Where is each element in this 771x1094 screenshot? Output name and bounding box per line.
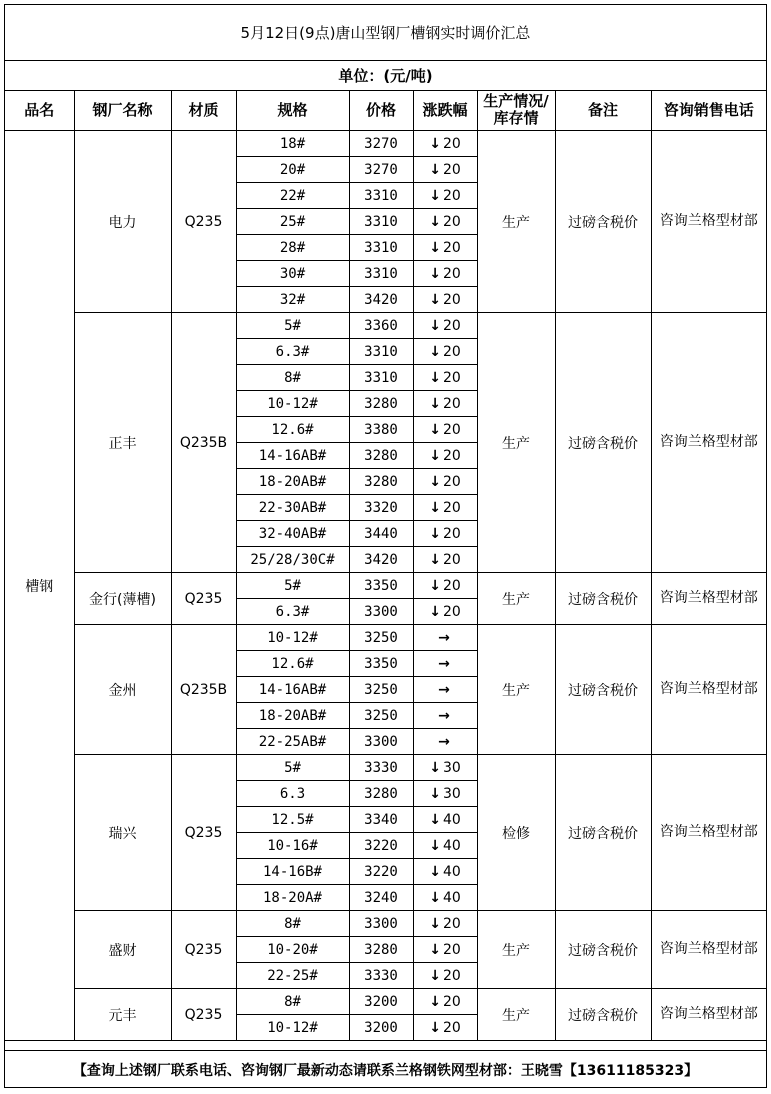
spec-cell: 8# — [236, 989, 349, 1015]
spec-cell: 10-12# — [236, 1015, 349, 1041]
spec-cell: 32-40AB# — [236, 521, 349, 547]
spec-cell: 18# — [236, 131, 349, 157]
price-table — [5, 90, 766, 1041]
change-amount: 20 — [442, 239, 461, 256]
price-cell: 3250 — [349, 703, 413, 729]
change-cell — [413, 989, 477, 1015]
arrow-down-icon: ↓ — [429, 239, 441, 256]
change-cell — [413, 963, 477, 989]
change-cell — [413, 599, 477, 625]
status-cell: 检修 — [477, 755, 555, 911]
note-cell: 过磅含税价 — [555, 573, 651, 625]
price-cell: 3310 — [349, 365, 413, 391]
spec-cell: 14-16AB# — [236, 677, 349, 703]
change-cell — [413, 183, 477, 209]
change-cell — [413, 911, 477, 937]
arrow-down-icon: ↓ — [429, 473, 441, 490]
change-cell — [413, 1015, 477, 1041]
change-cell — [413, 885, 477, 911]
spec-cell: 8# — [236, 911, 349, 937]
note-cell: 过磅含税价 — [555, 755, 651, 911]
price-cell: 3350 — [349, 573, 413, 599]
spec-cell: 5# — [236, 755, 349, 781]
arrow-down-icon: ↓ — [429, 161, 441, 178]
change-cell — [413, 261, 477, 287]
table-row — [5, 989, 766, 1015]
spec-cell: 6.3 — [236, 781, 349, 807]
change-amount: 20 — [442, 265, 461, 282]
change-amount: 20 — [442, 499, 461, 516]
arrow-down-icon: ↓ — [429, 889, 441, 906]
price-cell: 3270 — [349, 157, 413, 183]
change-amount: 20 — [442, 967, 461, 984]
header-price: 价格 — [349, 90, 413, 131]
spec-cell: 18-20AB# — [236, 469, 349, 495]
price-cell: 3330 — [349, 963, 413, 989]
note-cell: 过磅含税价 — [555, 989, 651, 1041]
change-cell — [413, 131, 477, 157]
spec-cell: 22# — [236, 183, 349, 209]
arrow-down-icon: ↓ — [429, 863, 441, 880]
contact-cell: 咨询兰格型材部 — [651, 625, 766, 755]
table-body — [5, 131, 766, 1041]
product-name-cell: 槽钢 — [5, 131, 74, 1041]
arrow-down-icon: ↓ — [429, 785, 441, 802]
change-cell — [413, 365, 477, 391]
price-cell: 3220 — [349, 859, 413, 885]
material-cell: Q235 — [171, 131, 236, 313]
change-cell — [413, 677, 477, 703]
change-amount: 20 — [442, 369, 461, 386]
mill-name-cell: 盛财 — [74, 911, 171, 989]
contact-cell: 咨询兰格型材部 — [651, 131, 766, 313]
price-cell: 3200 — [349, 1015, 413, 1041]
table-row — [5, 313, 766, 339]
spec-cell: 12.5# — [236, 807, 349, 833]
change-amount: 20 — [442, 941, 461, 958]
material-cell: Q235 — [171, 573, 236, 625]
change-cell — [413, 573, 477, 599]
change-amount: 40 — [442, 889, 461, 906]
arrow-down-icon: ↓ — [429, 1019, 441, 1036]
price-cell: 3200 — [349, 989, 413, 1015]
table-row — [5, 625, 766, 651]
material-cell: Q235B — [171, 625, 236, 755]
change-amount: 20 — [442, 551, 461, 568]
price-cell: 3300 — [349, 599, 413, 625]
price-cell: 3320 — [349, 495, 413, 521]
header-material: 材质 — [171, 90, 236, 131]
material-cell: Q235B — [171, 313, 236, 573]
price-sheet — [4, 4, 767, 1088]
spec-cell: 14-16B# — [236, 859, 349, 885]
table-row — [5, 573, 766, 599]
header-spec: 规格 — [236, 90, 349, 131]
footer-contact-line: 【查询上述钢厂联系电话、咨询钢厂最新动态请联系兰格钢铁网型材部：王晓雪【13611185323】 — [5, 1050, 766, 1088]
mill-name-cell: 瑞兴 — [74, 755, 171, 911]
spec-cell: 10-12# — [236, 625, 349, 651]
arrow-down-icon: ↓ — [429, 447, 441, 464]
change-cell — [413, 703, 477, 729]
change-cell — [413, 625, 477, 651]
arrow-down-icon: ↓ — [429, 993, 441, 1010]
change-amount: 20 — [442, 187, 461, 204]
spec-cell: 22-25AB# — [236, 729, 349, 755]
spec-cell: 28# — [236, 235, 349, 261]
price-cell: 3380 — [349, 417, 413, 443]
arrow-down-icon: ↓ — [429, 551, 441, 568]
header-product: 品名 — [5, 90, 74, 131]
header-change: 涨跌幅 — [413, 90, 477, 131]
spec-cell: 20# — [236, 157, 349, 183]
arrow-right-icon: → — [438, 629, 450, 646]
arrow-down-icon: ↓ — [429, 265, 441, 282]
status-cell: 生产 — [477, 573, 555, 625]
change-amount: 20 — [442, 447, 461, 464]
mill-name-cell: 正丰 — [74, 313, 171, 573]
status-cell: 生产 — [477, 131, 555, 313]
change-amount: 20 — [442, 1019, 461, 1036]
price-cell: 3280 — [349, 937, 413, 963]
price-cell: 3350 — [349, 651, 413, 677]
change-amount: 20 — [442, 993, 461, 1010]
arrow-down-icon: ↓ — [429, 499, 441, 516]
price-cell: 3310 — [349, 261, 413, 287]
price-cell: 3250 — [349, 625, 413, 651]
spec-cell: 5# — [236, 313, 349, 339]
contact-cell: 咨询兰格型材部 — [651, 573, 766, 625]
price-cell: 3280 — [349, 391, 413, 417]
header-status: 生产情况/库存情 — [477, 90, 555, 131]
arrow-down-icon: ↓ — [429, 577, 441, 594]
status-cell: 生产 — [477, 625, 555, 755]
arrow-down-icon: ↓ — [429, 915, 441, 932]
change-amount: 20 — [442, 135, 461, 152]
change-cell — [413, 781, 477, 807]
price-cell: 3250 — [349, 677, 413, 703]
spec-cell: 22-30AB# — [236, 495, 349, 521]
header-mill: 钢厂名称 — [74, 90, 171, 131]
change-cell — [413, 443, 477, 469]
change-cell — [413, 495, 477, 521]
arrow-down-icon: ↓ — [429, 213, 441, 230]
change-amount: 20 — [442, 525, 461, 542]
price-cell: 3310 — [349, 339, 413, 365]
change-amount: 20 — [442, 577, 461, 594]
contact-cell: 咨询兰格型材部 — [651, 989, 766, 1041]
change-cell — [413, 417, 477, 443]
arrow-down-icon: ↓ — [429, 421, 441, 438]
change-cell — [413, 859, 477, 885]
arrow-right-icon: → — [438, 707, 450, 724]
contact-cell: 咨询兰格型材部 — [651, 755, 766, 911]
price-cell: 3420 — [349, 287, 413, 313]
change-cell — [413, 937, 477, 963]
price-cell: 3220 — [349, 833, 413, 859]
spec-cell: 12.6# — [236, 651, 349, 677]
note-cell: 过磅含税价 — [555, 625, 651, 755]
mill-name-cell: 电力 — [74, 131, 171, 313]
spec-cell: 8# — [236, 365, 349, 391]
spec-cell: 18-20A# — [236, 885, 349, 911]
spec-cell: 10-12# — [236, 391, 349, 417]
price-cell: 3310 — [349, 235, 413, 261]
change-cell — [413, 235, 477, 261]
arrow-down-icon: ↓ — [429, 187, 441, 204]
spec-cell: 10-20# — [236, 937, 349, 963]
arrow-down-icon: ↓ — [429, 837, 441, 854]
change-amount: 30 — [442, 785, 461, 802]
spec-cell: 5# — [236, 573, 349, 599]
change-amount: 20 — [442, 161, 461, 178]
header-contact: 咨询销售电话 — [651, 90, 766, 131]
spec-cell: 14-16AB# — [236, 443, 349, 469]
change-amount: 30 — [442, 759, 461, 776]
material-cell: Q235 — [171, 989, 236, 1041]
arrow-down-icon: ↓ — [429, 317, 441, 334]
arrow-down-icon: ↓ — [429, 759, 441, 776]
arrow-down-icon: ↓ — [429, 291, 441, 308]
status-cell: 生产 — [477, 313, 555, 573]
arrow-down-icon: ↓ — [429, 967, 441, 984]
change-cell — [413, 287, 477, 313]
change-cell — [413, 157, 477, 183]
change-amount: 20 — [442, 603, 461, 620]
change-cell — [413, 547, 477, 573]
change-amount: 20 — [442, 473, 461, 490]
price-cell: 3310 — [349, 183, 413, 209]
price-cell: 3280 — [349, 443, 413, 469]
change-cell — [413, 755, 477, 781]
change-amount: 40 — [442, 837, 461, 854]
change-cell — [413, 313, 477, 339]
header-note: 备注 — [555, 90, 651, 131]
price-cell: 3280 — [349, 469, 413, 495]
price-cell: 3340 — [349, 807, 413, 833]
spec-cell: 6.3# — [236, 339, 349, 365]
note-cell: 过磅含税价 — [555, 911, 651, 989]
change-amount: 20 — [442, 317, 461, 334]
status-cell: 生产 — [477, 911, 555, 989]
arrow-down-icon: ↓ — [429, 395, 441, 412]
change-amount: 40 — [442, 811, 461, 828]
price-cell: 3280 — [349, 781, 413, 807]
spec-cell: 10-16# — [236, 833, 349, 859]
mill-name-cell: 元丰 — [74, 989, 171, 1041]
price-cell: 3360 — [349, 313, 413, 339]
table-row — [5, 131, 766, 157]
table-row — [5, 911, 766, 937]
price-cell: 3330 — [349, 755, 413, 781]
note-cell: 过磅含税价 — [555, 313, 651, 573]
change-cell — [413, 833, 477, 859]
change-amount: 20 — [442, 421, 461, 438]
unit-label: 单位：(元/吨) — [5, 60, 766, 91]
change-amount: 20 — [442, 343, 461, 360]
change-amount: 20 — [442, 395, 461, 412]
spec-cell: 6.3# — [236, 599, 349, 625]
arrow-down-icon: ↓ — [429, 811, 441, 828]
arrow-down-icon: ↓ — [429, 369, 441, 386]
arrow-down-icon: ↓ — [429, 135, 441, 152]
table-row — [5, 755, 766, 781]
material-cell: Q235 — [171, 755, 236, 911]
change-cell — [413, 521, 477, 547]
spec-cell: 25/28/30C# — [236, 547, 349, 573]
spec-cell: 12.6# — [236, 417, 349, 443]
change-amount: 20 — [442, 213, 461, 230]
arrow-down-icon: ↓ — [429, 941, 441, 958]
arrow-down-icon: ↓ — [429, 343, 441, 360]
page-title: 5月12日(9点)唐山型钢厂槽钢实时调价汇总 — [5, 5, 766, 61]
change-cell — [413, 209, 477, 235]
spec-cell: 22-25# — [236, 963, 349, 989]
change-amount: 20 — [442, 291, 461, 308]
price-cell: 3310 — [349, 209, 413, 235]
contact-cell: 咨询兰格型材部 — [651, 911, 766, 989]
spec-cell: 18-20AB# — [236, 703, 349, 729]
material-cell: Q235 — [171, 911, 236, 989]
arrow-down-icon: ↓ — [429, 603, 441, 620]
price-cell: 3300 — [349, 729, 413, 755]
change-cell — [413, 807, 477, 833]
change-cell — [413, 469, 477, 495]
status-cell: 生产 — [477, 989, 555, 1041]
contact-cell: 咨询兰格型材部 — [651, 313, 766, 573]
mill-name-cell: 金行(薄槽) — [74, 573, 171, 625]
spec-cell: 30# — [236, 261, 349, 287]
arrow-down-icon: ↓ — [429, 525, 441, 542]
price-cell: 3420 — [349, 547, 413, 573]
arrow-right-icon: → — [438, 681, 450, 698]
price-cell: 3270 — [349, 131, 413, 157]
change-cell — [413, 391, 477, 417]
price-cell: 3440 — [349, 521, 413, 547]
change-cell — [413, 729, 477, 755]
spec-cell: 32# — [236, 287, 349, 313]
change-cell — [413, 651, 477, 677]
note-cell: 过磅含税价 — [555, 131, 651, 313]
arrow-right-icon: → — [438, 733, 450, 750]
arrow-right-icon: → — [438, 655, 450, 672]
change-cell — [413, 339, 477, 365]
change-amount: 40 — [442, 863, 461, 880]
mill-name-cell: 金州 — [74, 625, 171, 755]
change-amount: 20 — [442, 915, 461, 932]
table-header-row — [5, 90, 766, 131]
price-cell: 3300 — [349, 911, 413, 937]
spec-cell: 25# — [236, 209, 349, 235]
price-cell: 3240 — [349, 885, 413, 911]
